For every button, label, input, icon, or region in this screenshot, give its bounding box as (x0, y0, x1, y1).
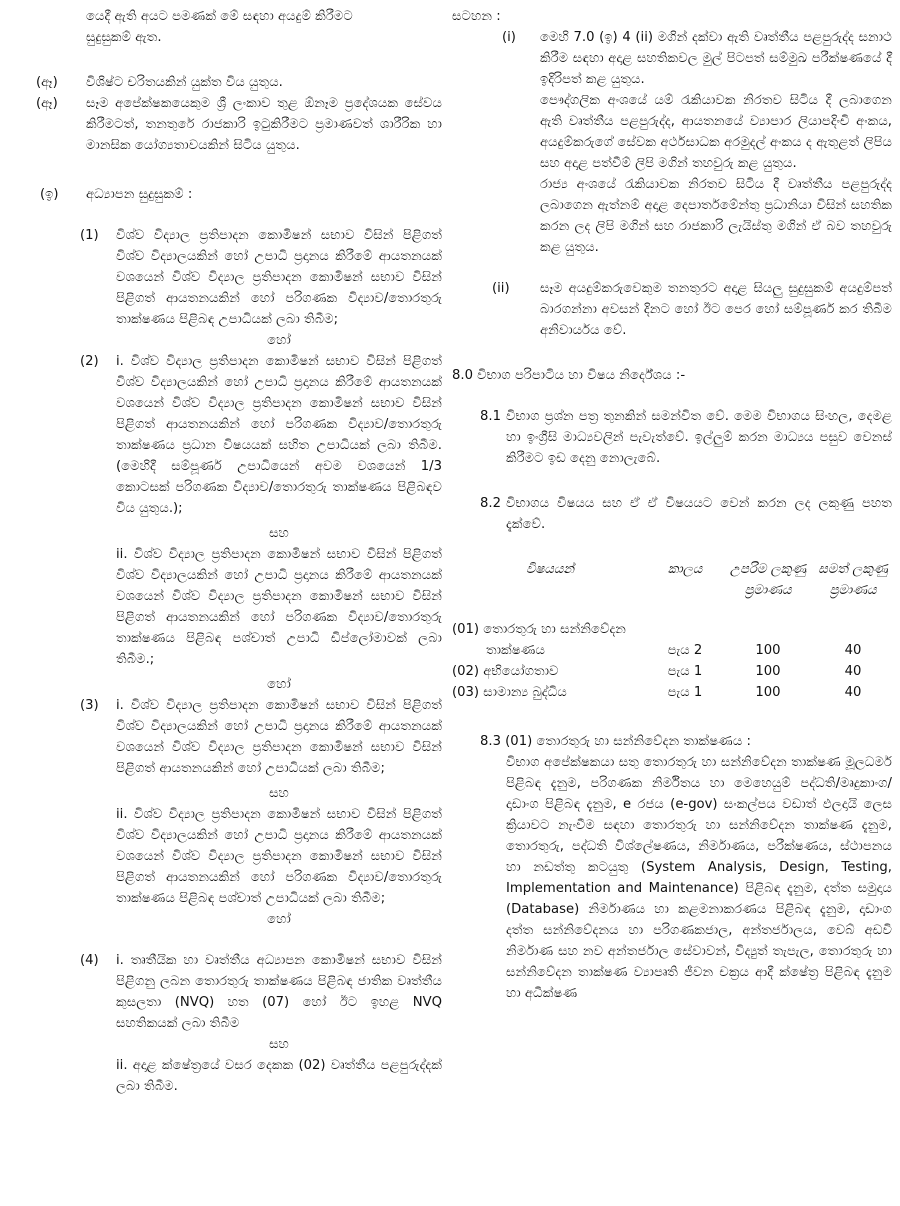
item-number: (3) (80, 698, 99, 713)
note-text: සෑම අයදුම්කරුවෙකුම තනතුරට අදාළ සියලු සුදුසුකම් අයදුම්පත් බාරගන්නා අවසන් දිනට හෝ ඊට පෙර හෝ සම්පූර්ණ කර තිබීම අනිවාර්යය වේ. (540, 281, 892, 338)
clause-number: (ඉ) (40, 187, 59, 202)
clause-number: (ඈ) (36, 96, 58, 111)
subject-name-line-2: තාක්ෂණය (486, 643, 545, 658)
subject-max-marks: 100 (755, 685, 781, 700)
and-separator: සහ (269, 1037, 289, 1052)
item-number: (1) (80, 228, 99, 243)
table-row (452, 682, 892, 703)
qualification-item-1 (30, 225, 442, 330)
clause-text: අධ්‍යාපන සුදුසුකම් : (86, 187, 193, 202)
subject-name-line-1: (01) තොරතුරු හා සන්නිවේදන (452, 622, 627, 637)
or-separator: හෝ (267, 333, 291, 348)
header-duration: කාලය (667, 562, 703, 577)
subject-pass-marks: 40 (844, 685, 862, 700)
section-number: 8.1 (480, 409, 501, 424)
section-8-3-text: විභාග අපේක්ෂකයා සතු තොරතුරු හා සන්නිවේදන තාක්ෂණ මූලධර්ම පිළිබඳ දැනුම, පරිගණක නිර්මිතය හා මෙහෙයුම් පද්ධති/මෘදුකාංග/දෘඩාංග පිළිබඳ දැනුම, e රජය (e-gov) සංකල්පය වඩාත් ඵලදායි ලෙස ක්‍රියාවට නැංවීම සඳහා තොරතුරු හා සන්නිවේදන තාක්ෂණ දැනුම, තොරතුරු, පද්ධති විශ්ලේෂණය, නිර්මාණය, පරීක්ෂණය, ස්ථාපනය හා නඩත්තු කටයුතු (System Analysis, Design, Testing, Implementation and Maintenance) පිළිබඳ දැනුම, දත්ත සමුදාය (Database) නිර්මාණය හා කළමනාකරණය පිළිබඳ දැනුම, දෘඩාංග දත්ත සන්නිවේදනය හා පරිගණකජාල, අන්තර්ජාලය, වෙබ් අඩවි නිර්මාණ සහ නව අන්තර්ජාල සේවාවන්, විද්‍යුත් තැපැල, තොරතුරු හා සන්නිවේදන තාක්ෂණ ව්‍යාපෘති ජීවන චක්‍රය ආදී ක්ෂේත්‍ර පිළිබඳ දැනුම හා අධීක්ෂණ (506, 755, 892, 1001)
subject-max-marks: 100 (755, 664, 781, 679)
qualification-item-4 (30, 950, 442, 1097)
section-8-2 (452, 493, 892, 535)
clause-ae2 (30, 93, 442, 156)
item-text-i: i. තෘතීයික හා වෘත්තීය අධ්‍යාපන කොමිෂන් සභාව විසින් පිළිගනු ලබන තොරතුරු තාක්ෂණය පිළිබඳ ජාතික වෘත්තීය කුසලතා (NVQ) හත (07) හෝ ඊට ඉහළ NVQ සහතිකයක් ලබා තිබීම (116, 953, 442, 1031)
header-pass-marks: සමත් ලකුණු ප්‍රමාණය (818, 562, 888, 598)
item-number: (2) (80, 354, 99, 369)
note-i (452, 27, 892, 90)
intro-line-2: සුදුසුකම් ඇත. (86, 30, 162, 45)
subject-duration: පැය 1 (667, 664, 703, 679)
subject-pass-marks: 40 (844, 643, 862, 658)
item-body (116, 695, 442, 909)
or-separator: හෝ (267, 677, 291, 692)
table-header-row (452, 559, 892, 601)
subject-name: (03) සාමාන්‍ය බුද්ධිය (452, 685, 567, 700)
clause-text: සෑම අපේක්ෂකයෙකුම ශ්‍රී ලංකාව තුළ ඕනෑම ප්‍රදේශයක සේවය කිරීමටත්, තනතුරේ රාජකාරි ඉටුකිරීමට ප්‍රමාණවත් ශාරීරික හා මානසික යෝග්‍යතාවයකින් සිටිය යුතුය. (86, 96, 442, 153)
subject-pass-marks: 40 (844, 664, 862, 679)
qualification-item-2 (30, 351, 442, 670)
right-column (452, 6, 892, 1004)
item-text-ii: ii. විශ්ව විද්‍යාල ප්‍රතිපාදන කොමිෂන් සභාව විසින් පිළිගත් විශ්ව විද්‍යාලයකින් හෝ උපාධි ප්‍රදානය කිරීමේ ආයතනයක් වශයෙන් විශ්ව විද්‍යාල ප්‍රතිපාදන කොමිෂන් සභාව විසින් පිළිගත් ආයතනයකින් හෝ පරිගණක විද්‍යාව/තොරතුරු තාක්ෂණය පිළිබඳ පශ්චාත් උපාධි ඩිප්ලෝමාවක් ලබා තිබීම.; (116, 547, 442, 667)
section-text: විභාගය විෂයය සහ ඒ ඒ විෂයයට වෙන් කරන ලද ලකුණු පහත දැක්වේ. (506, 496, 892, 532)
section-8-3-heading: 8.3 (01) තොරතුරු හා සන්නිවේදන තාක්ෂණය : (480, 734, 751, 749)
and-separator: සහ (269, 526, 289, 541)
item-body (116, 950, 442, 1097)
note-number: (i) (502, 30, 516, 45)
subject-duration: පැය 1 (667, 685, 703, 700)
note-heading: සටහන : (452, 9, 501, 24)
note-ii (452, 278, 892, 341)
and-separator: සහ (269, 786, 289, 801)
note-text: මෙහි 7.0 (ඉ) 4 (ii) මගින් දක්වා ඇති වෘත්තීය පළපුරුද්ද සනාථ කිරීම සඳහා අදාළ සහතිකවල මුල් පිටපත් සම්මුඛ පරීක්ෂණයේ දී ඉදිරිපත් කළ යුතුය. (540, 30, 892, 87)
section-number: 8.2 (480, 496, 501, 511)
header-subjects: විෂයයන් (525, 562, 575, 577)
header-max-marks: උපරිම ලකුණු ප්‍රමාණය (729, 562, 807, 598)
section-8-1 (452, 406, 892, 469)
clause-ae (30, 72, 442, 93)
table-row (452, 619, 892, 661)
or-separator: හෝ (267, 912, 291, 927)
intro-line-1: යෙදී ඇති අයට පමණක් මේ සඳහා අයදුම් කිරීමට (86, 9, 353, 24)
subject-duration: පැය 2 (667, 643, 703, 658)
note-number: (ii) (492, 281, 510, 296)
clause-education (30, 184, 442, 205)
subject-name (452, 619, 648, 661)
clause-number: (ඈ) (36, 75, 58, 90)
item-body (116, 351, 442, 670)
left-column (30, 6, 442, 1097)
note-paragraph-private: පෞද්ගලික අංශයේ යම් රැකියාවක නිරතව සිටිය දී ලබාගෙන ඇති වෘත්තීය පළපුරුද්ද, ආයතනයේ ව්‍යාපාර ලියාපදිංචි අංකය, අයදුම්කරුගේ සේවක අර්ථසාධක අරමුදල් අංකය ද ඇතුළත් ලිපිය සහ අදාළ පත්වීම් ලිපි මගින් තහවුරු කළ යුතුය. (540, 93, 892, 171)
qualification-item-3 (30, 695, 442, 909)
note-paragraph-public: රාජ්‍ය අංශයේ රැකියාවක නිරතව සිටිය දී වෘත්තීය පළපුරුද්ද ලබාගෙන ඇත්නම් අදාළ දෙපාර්තමේන්තු ප්‍රධානියා විසින් සහතික කරන ලද ලිපි මගින් සහ රාජකාරි ලැයිස්තු මගින් ඒ බව තහවුරු කළ යුතුය. (540, 177, 892, 255)
item-text: විශ්ව විද්‍යාල ප්‍රතිපාදන කොමිෂන් සභාව විසින් පිළිගත් විශ්ව විද්‍යාලයකින් හෝ උපාධි ප්‍රදානය කිරීමේ ආයතනයක් වශයෙන් විශ්ව විද්‍යාල ප්‍රතිපාදන කොමිෂන් සභාව විසින් පිළිගත් ආයතනයකින් හෝ පරිගණක විද්‍යාව/තොරතුරු තාක්ෂණය පිළිබඳ උපාධියක් ලබා තිබීම; (116, 228, 442, 327)
item-text-ii: ii. අදාළ ක්ෂේත්‍රයේ වසර දෙකක (02) වෘත්තීය පළපුරුද්දක් ලබා තිබීම. (116, 1058, 442, 1094)
subject-max-marks: 100 (755, 643, 781, 658)
section-text: විභාග ප්‍රශ්න පත්‍ර තුනකින් සමන්විත වේ. මෙම විභාගය සිංහල, දෙමළ හා ඉංග්‍රීසි මාධ්‍යවලින් පැවැත්වේ. ඉල්ලුම් කරන මාධ්‍යය පසුව වෙනස් කිරීමට ඉඩ දෙනු නොලැබේ. (506, 409, 892, 466)
intro-text (30, 6, 442, 48)
item-text-i: i. විශ්ව විද්‍යාල ප්‍රතිපාදන කොමිෂන් සභාව විසින් පිළිගත් විශ්ව විද්‍යාලයකින් හෝ උපාධි ප්‍රදානය කිරීමේ ආයතනයක් වශයෙන් විශ්ව විද්‍යාල ප්‍රතිපාදන කොමිෂන් සභාව විසින් පිළිගත් ආයතනයකින් හෝ පරිගණක විද්‍යාව/තොරතුරු තාක්ෂණය ප්‍රධාන විෂයයක් සහිත උපාධියක් ලබා තිබීම. (මෙහිදී සම්පූර්ණ උපාධියෙන් අවම වශයෙන් 1/3 කොටසක් පරිගණක විද්‍යාව/තොරතුරු තාක්ෂණය පිළිබඳව විය යුතුය.); (116, 354, 442, 516)
item-text-i: i. විශ්ව විද්‍යාල ප්‍රතිපාදන කොමිෂන් සභාව විසින් පිළිගත් විශ්ව විද්‍යාලයකින් හෝ උපාධි ප්‍රදානය කිරීමේ ආයතනයක් වශයෙන් විශ්ව විද්‍යාල ප්‍රතිපාදන කොමිෂන් සභාව විසින් පිළිගත් ආයතනයකින් හෝ උපාධියක් ලබා තිබීම; (116, 698, 442, 776)
marks-table (452, 559, 892, 703)
section-8-heading: 8.0 විභාග පරිපාටිය හා විෂය නිර්දේශය :- (452, 368, 686, 383)
clause-text: විශිෂ්ට චරිතයකින් යුක්ත විය යුතුය. (86, 75, 283, 90)
subject-name: (02) අභියෝගතාව (452, 664, 559, 679)
table-row (452, 661, 892, 682)
item-number: (4) (80, 953, 99, 968)
item-text-ii: ii. විශ්ව විද්‍යාල ප්‍රතිපාදන කොමිෂන් සභාව විසින් පිළිගත් විශ්ව විද්‍යාලයකින් හෝ උපාධි ප්‍රදානය කිරීමේ ආයතනයක් වශයෙන් විශ්ව විද්‍යාල ප්‍රතිපාදන කොමිෂන් සභාව විසින් පිළිගත් ආයතනයකින් හෝ පරිගණක විද්‍යාව/තොරතුරු තාක්ෂණය පිළිබඳ පශ්චාත් උපාධියක් ලබා තිබීම; (116, 807, 442, 906)
